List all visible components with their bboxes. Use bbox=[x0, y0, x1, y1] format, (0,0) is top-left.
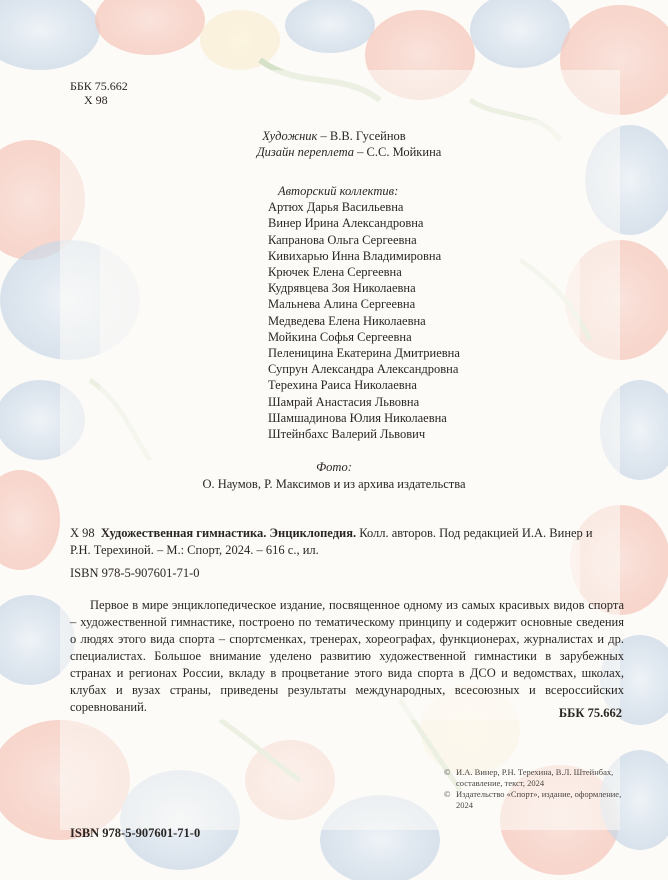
author-team-member: Пеленицина Екатерина Дмитриевна bbox=[268, 346, 460, 361]
author-team-member: Медведева Елена Николаевна bbox=[268, 313, 426, 328]
author-team-member: Супрун Александра Александровна bbox=[268, 362, 459, 377]
catalog-code: Х 98 bbox=[70, 526, 95, 540]
isbn-line: ISBN 978-5-907601-71-0 bbox=[70, 566, 200, 580]
catalog-title: Художественная гимнастика. Энциклопедия. bbox=[100, 526, 357, 540]
credit-cover-label: Дизайн переплета bbox=[256, 145, 355, 159]
author-team-member: Капранова Ольга Сергеевна bbox=[268, 232, 417, 247]
copyright-icon: © bbox=[444, 767, 451, 777]
copyright-icon: © bbox=[444, 789, 451, 799]
abstract-paragraph: Первое в мире энциклопедическое издание, посвященное одному из самых красивых видов спорта – художественной гимнастике, построено по тематическому принципу и содержит основные сведения о людях этого вида спорта – спортсменках, тренерах, хореографах, функционерах, журналистах и др. специалистах. Большое внимание уделено развитию художественной гимнастики в зарубежных странах и регионах России, вкладу в процветание этого вида спорта в ДСО и ведомствах, школах, клубах и вузах страны, приведены результаты международных, всесоюзных и всероссийских соревнований. bbox=[70, 598, 624, 714]
author-sign: Х 98 bbox=[84, 93, 108, 107]
author-team-member: Кудрявцева Зоя Николаевна bbox=[268, 281, 416, 296]
author-team-member: Артюх Дарья Васильевна bbox=[268, 200, 404, 215]
copyright-row bbox=[444, 789, 629, 811]
author-team-member: Терехина Раиса Николаевна bbox=[268, 378, 417, 393]
author-team-member: Шамшадинова Юлия Николаевна bbox=[268, 410, 447, 425]
author-team-member: Шамрай Анастасия Львовна bbox=[268, 394, 420, 409]
copyright-row bbox=[444, 767, 629, 789]
credit-sep: – bbox=[354, 145, 367, 159]
photo-sources: О. Наумов, Р. Максимов и из архива издательства bbox=[202, 477, 466, 491]
author-team bbox=[268, 183, 460, 442]
credit-artist-label: Художник bbox=[262, 129, 318, 143]
credit-cover-design bbox=[0, 144, 668, 160]
credits-block bbox=[0, 128, 668, 160]
catalog-entry bbox=[70, 525, 615, 559]
author-team-member: Мальнева Алина Сергеевна bbox=[268, 297, 416, 312]
copyright-text: Издательство «Спорт», издание, оформление, 2024 bbox=[456, 789, 622, 810]
author-team-member: Крючек Елена Сергеевна bbox=[268, 265, 402, 280]
bbk-code: ББК 75.662 bbox=[70, 79, 128, 93]
catalog-details: Колл. авторов. Под редакцией И.А. Винер и Р.Н. Терехиной. – М.: Спорт, 2024. – 616 с., ил. bbox=[70, 526, 593, 557]
credit-artist-name: В.В. Гусейнов bbox=[329, 129, 406, 143]
bbk-classification-bottom: ББК 75.662 bbox=[558, 706, 622, 720]
author-team-member: Мойкина Софья Сергеевна bbox=[268, 329, 412, 344]
credit-cover-name: С.С. Мойкина bbox=[366, 145, 442, 159]
author-team-member: Штейнбахс Валерий Львович bbox=[268, 427, 426, 442]
credit-artist bbox=[0, 128, 668, 144]
author-team-member: Винер Ирина Александровна bbox=[268, 216, 424, 231]
photo-heading: Фото: bbox=[316, 460, 352, 474]
author-team-member: Кивихарью Инна Владимировна bbox=[268, 248, 442, 263]
isbn-bottom: ISBN 978-5-907601-71-0 bbox=[70, 826, 201, 840]
photo-credits bbox=[0, 459, 668, 493]
copyright-text: И.А. Винер, Р.Н. Терехина, В.Л. Штейнбах, составление, текст, 2024 bbox=[456, 767, 614, 788]
author-team-heading: Авторский коллектив: bbox=[278, 184, 399, 198]
bbk-classification-top bbox=[70, 79, 128, 107]
copyright-notice bbox=[444, 767, 629, 811]
credit-sep: – bbox=[317, 129, 330, 143]
